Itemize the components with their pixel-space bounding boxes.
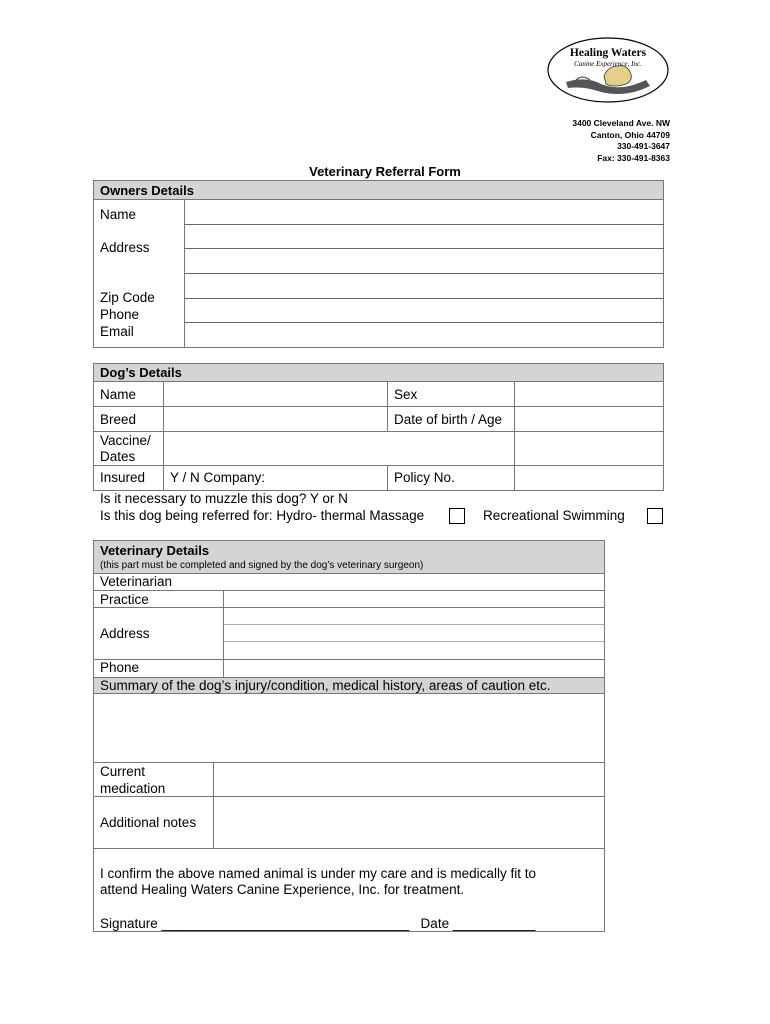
owner-address-field-2[interactable]	[185, 273, 664, 274]
vet-note: (this part must be completed and signed by the dog’s veterinary surgeon)	[100, 560, 424, 571]
vet-col	[223, 590, 224, 677]
confirm-text-1: I confirm the above named animal is under my care and is medically fit to	[100, 866, 536, 881]
owner-phone-label: Phone	[100, 307, 140, 322]
vet-address-label: Address	[100, 626, 150, 641]
owner-address-field-1[interactable]	[185, 248, 664, 249]
dog-row-line-1	[94, 406, 663, 407]
logo-title: Healing Waters	[569, 47, 647, 59]
owners-header: Owners Details	[94, 181, 663, 200]
dog-breed-label: Breed	[100, 412, 137, 427]
address-fax: Fax: 330-491-8363	[597, 152, 670, 163]
recreational-swimming-label: Recreational Swimming	[483, 508, 625, 523]
dog-section	[93, 363, 664, 491]
vet-header: Veterinary Details	[100, 543, 210, 558]
dog-col-2	[387, 382, 388, 431]
vet-phone-label: Phone	[100, 660, 140, 675]
dog-company-label: Y / N Company:	[170, 470, 266, 485]
vet-section	[93, 540, 605, 932]
dog-vaccine-label-1: Vaccine/	[100, 433, 151, 448]
recreational-swimming-checkbox[interactable]	[647, 508, 663, 524]
logo-subtitle: Canine Experience, Inc.	[574, 60, 642, 68]
owner-name-field[interactable]	[185, 224, 664, 225]
summary-field[interactable]	[94, 694, 604, 762]
hydro-massage-checkbox[interactable]	[449, 508, 465, 524]
owners-divider	[184, 200, 185, 348]
signature-line[interactable]: Signature _________________________________ Date ___________	[100, 916, 536, 931]
owner-zip-label: Zip Code	[100, 290, 155, 305]
dog-name-label: Name	[100, 387, 137, 402]
confirm-text-2: attend Healing Waters Canine Experience, Inc. for treatment.	[100, 882, 465, 897]
owners-section	[93, 180, 664, 348]
vet-line-2	[94, 590, 604, 591]
medication-label-2: medication	[100, 781, 166, 796]
dog-col-3	[514, 382, 515, 491]
dog-insured-label: Insured	[100, 470, 146, 485]
dog-header: Dog’s Details	[94, 364, 663, 382]
dog-vaccine-label-2: Dates	[100, 449, 136, 464]
referral-question: Is this dog being referred for: Hydro- thermal Massage	[100, 508, 425, 523]
owner-name-label: Name	[100, 207, 137, 222]
medication-field[interactable]	[214, 763, 604, 796]
medication-label-1: Current	[100, 764, 146, 779]
vet-line-5	[223, 641, 604, 642]
dog-row-line-2	[94, 431, 663, 432]
company-logo	[546, 36, 670, 104]
company-address	[470, 118, 670, 164]
summary-label: Summary of the dog’s injury/condition, medical history, areas of caution etc.	[100, 678, 551, 693]
practice-label: Practice	[100, 592, 149, 607]
veterinarian-label: Veterinarian	[100, 574, 173, 589]
additional-notes-label: Additional notes	[100, 815, 197, 830]
address-city: Canton, Ohio 44709	[590, 129, 670, 140]
owner-address-label: Address	[100, 240, 150, 255]
additional-notes-field[interactable]	[214, 797, 604, 848]
vet-line-4	[223, 624, 604, 625]
vet-line-9	[94, 848, 604, 849]
owner-phone-field[interactable]	[185, 322, 664, 323]
dog-policy-label: Policy No.	[394, 470, 455, 485]
muzzle-question: Is it necessary to muzzle this dog? Y or N	[100, 491, 348, 506]
dog-dob-label: Date of birth / Age	[394, 412, 503, 427]
vet-line-6	[94, 659, 604, 660]
address-street: 3400 Cleveland Ave. NW	[572, 118, 670, 128]
dog-col-1	[163, 382, 164, 491]
address-phone: 330-491-3647	[617, 141, 670, 151]
dog-sex-label: Sex	[394, 387, 418, 402]
form-title: Veterinary Referral Form	[309, 164, 461, 179]
vet-line-3	[94, 607, 604, 608]
owner-zip-field[interactable]	[185, 298, 664, 299]
owner-email-label: Email	[100, 324, 134, 339]
dog-col-2b	[387, 465, 388, 491]
dog-row-line-3	[94, 465, 663, 466]
